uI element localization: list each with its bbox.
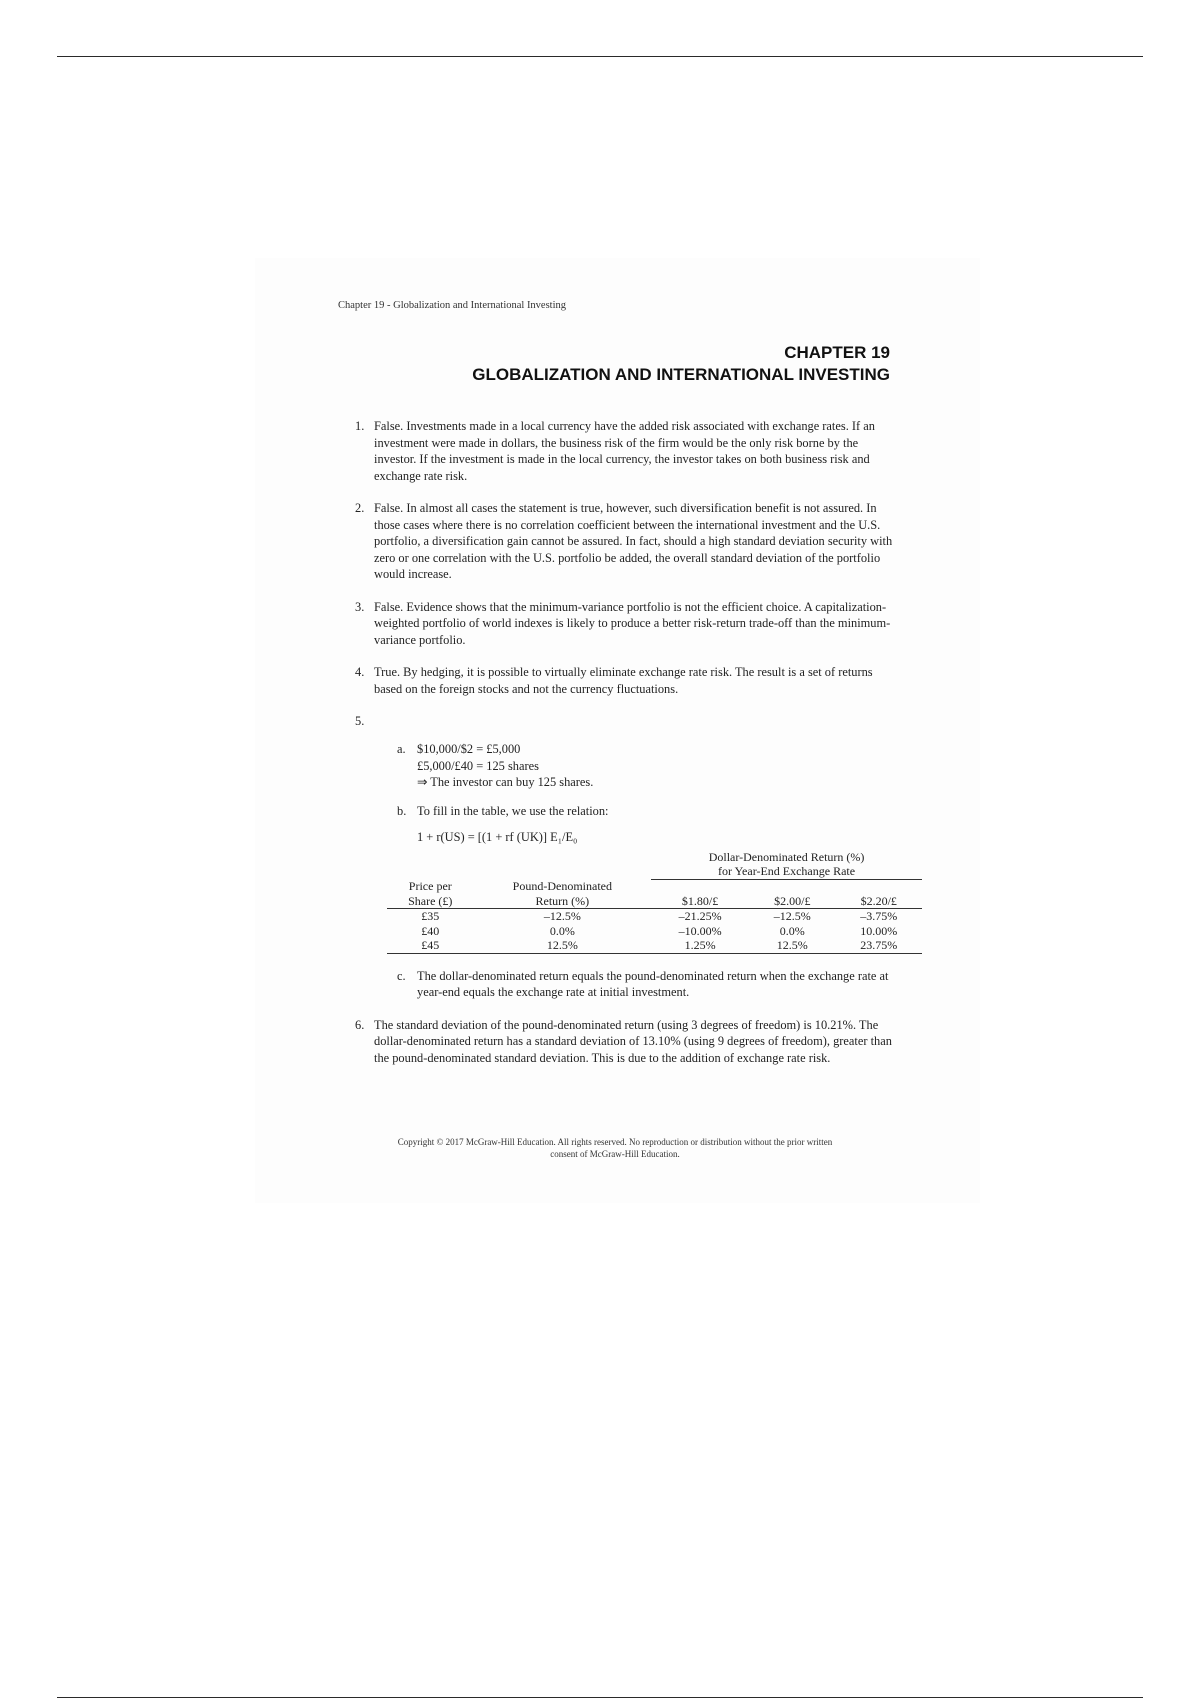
subpart-a (397, 741, 895, 791)
bottom-rule (57, 1697, 1143, 1698)
answer-item-6 (355, 1017, 895, 1067)
item-text: False. Investments made in a local currency have the added risk associated with exchange rates. If an investment were made in dollars, the business risk of the firm would be the only risk borne by the investor. If the investment is made in the local currency, the investor takes on both business risk and exchange rate risk. (374, 419, 875, 483)
col-header: Pound-Denominated (512, 879, 612, 893)
item-number: 4. (355, 665, 365, 679)
item-number: 6. (355, 1017, 365, 1032)
document-page (255, 258, 980, 1203)
answer-item (355, 664, 895, 697)
rate-header: $2.00/£ (749, 894, 835, 909)
col-header: Share (£) (387, 894, 474, 909)
item-text: The standard deviation of the pound-denominated return (using 3 degrees of freedom) is 10.21%. The dollar-denominated return has a standard deviation of 13.10% (using 9 degrees of freedom), greater than the pound-denominated standard deviation. This is due to the addition of exchange rate risk. (374, 1017, 892, 1065)
chapter-heading (472, 342, 890, 386)
subpart-b (397, 803, 895, 820)
top-rule (57, 56, 1143, 57)
table-row: £40 0.0% –10.00% 0.0% 10.00% (421, 923, 898, 938)
copyright-footer (315, 1136, 915, 1160)
chapter-title: GLOBALIZATION AND INTERNATIONAL INVESTING (472, 365, 890, 384)
answer-item-5 (355, 713, 898, 1001)
col-header: Price per (408, 879, 452, 893)
chapter-number: CHAPTER 19 (784, 343, 890, 362)
rate-header: $1.80/£ (651, 894, 749, 909)
item-text: True. By hedging, it is possible to virtually eliminate exchange rate risk. The result is a set of returns based on the foreign stocks and not the currency fluctuations. (374, 665, 873, 696)
item-number: 5. (355, 714, 365, 728)
group-header: Dollar-Denominated Return (%) for Year-End Exchange Rate (651, 850, 922, 880)
answer-item (355, 500, 895, 583)
running-head: Chapter 19 - Globalization and International Investing (338, 300, 567, 311)
answer-item (355, 599, 895, 649)
footer-line: consent of McGraw-Hill Education. (550, 1149, 680, 1159)
item-number: 2. (355, 501, 365, 515)
relation-formula: 1 + r(US) = [(1 + rf (UK)] E₁/E₀ (417, 830, 578, 844)
item-text: False. In almost all cases the statement is true, however, such diversification benefit is not assured. In those cases where there is no correlation coefficient between the international investment and the U.S. portfolio, a diversification gain cannot be assured. In fact, should a high standard deviation security with zero or one correlation with the U.S. portfolio be added, the overall standard deviation of the portfolio would increase. (374, 501, 893, 581)
subpart-text: To fill in the table, we use the relation: (417, 803, 609, 818)
col-header: Return (%) (474, 894, 652, 909)
subpart-letter: b. (397, 803, 407, 818)
subpart-letter: c. (397, 968, 406, 983)
item-number: 3. (355, 599, 365, 614)
calc-line: ⇒ The investor can buy 125 shares. (417, 775, 594, 789)
answer-item (355, 418, 895, 484)
calc-line: $10,000/$2 = £5,000 (417, 742, 521, 756)
subpart-letter: a. (397, 742, 406, 756)
table-row: £45 12.5% 1.25% 12.5% 23.75% (387, 938, 922, 953)
footer-line: Copyright © 2017 McGraw-Hill Education. All rights reserved. No reproduction or distribution without the prior written (397, 1137, 833, 1147)
subpart-c (397, 968, 895, 1001)
subpart-text: The dollar-denominated return equals the pound-denominated return when the exchange rate at year-end equals the exchange rate at initial investment. (417, 968, 889, 999)
table-row: £35 –12.5% –21.25% –12.5% –3.75% (421, 909, 898, 923)
returns-table (387, 850, 922, 954)
item-text: False. Evidence shows that the minimum-variance portfolio is not the efficient choice. A capitalization-weighted portfolio of world indexes is likely to produce a better risk-return trade-off than the minimum-variance portfolio. (374, 599, 891, 647)
rate-header: $2.20/£ (836, 894, 923, 909)
answer-list (355, 418, 898, 1082)
calc-line: £5,000/£40 = 125 shares (417, 758, 539, 773)
item-number: 1. (355, 419, 365, 433)
